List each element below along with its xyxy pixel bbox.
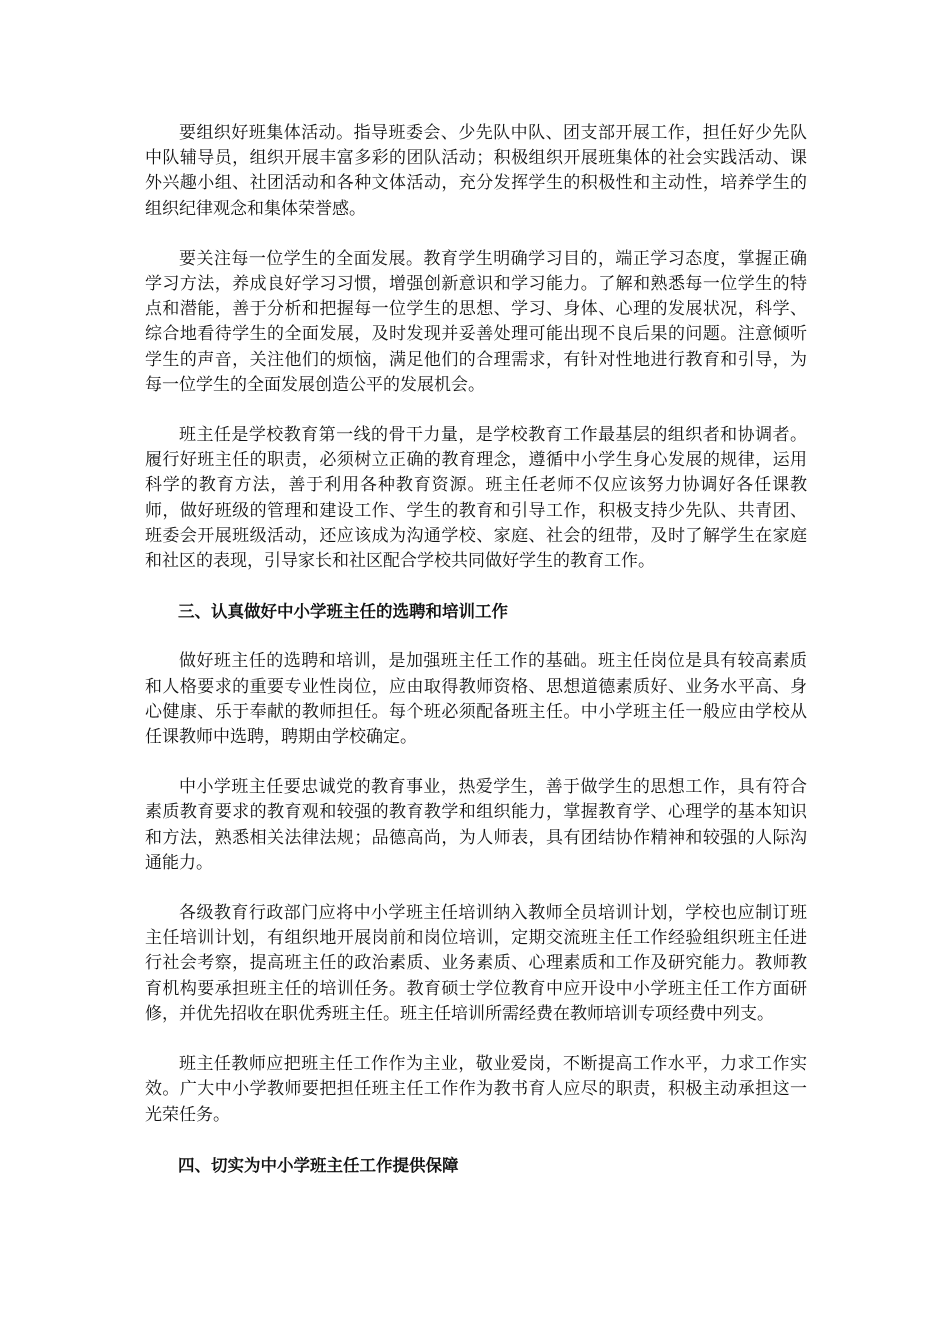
paragraph-student-development: 要关注每一位学生的全面发展。教育学生明确学习目的，端正学习态度，掌握正确学习方法，养成良好学习习惯，增强创新意识和学习能力。了解和熟悉每一位学生的特点和潜能，善于分析和把握每一位学生的思想、学习、身体、心理的发展状况，科学、综合地看待学生的全面发展，及时发现并妥善处理可能出现不良后果的问题。注意倾听学生的声音，关注他们的烦恼，满足他们的合理需求，有针对性地进行教育和引导，为每一位学生的全面发展创造公平的发展机会。 (145, 248, 807, 395)
paragraph-training-plan: 各级教育行政部门应将中小学班主任培训纳入教师全员培训计划，学校也应制订班主任培训计划，有组织地开展岗前和岗位培训，定期交流班主任工作经验组织班主任进行社会考察，提高班主任的政治素质、业务素质、心理素质和工作及研究能力。教师教育机构要承担班主任的培训任务。教育硕士学位教育中应开设中小学班主任工作方面研修，并优先招收在职优秀班主任。班主任培训所需经费在教师培训专项经费中列支。 (145, 903, 807, 1024)
paragraph-qualifications: 中小学班主任要忠诚党的教育事业，热爱学生，善于做学生的思想工作，具有符合素质教育要求的教育观和较强的教育教学和组织能力，掌握教育学、心理学的基本知识和方法，熟悉相关法律法规；品德高尚，为人师表，具有团结协作精神和较强的人际沟通能力。 (145, 777, 807, 873)
section-heading-4: 四、切实为中小学班主任工作提供保障 (178, 1155, 459, 1175)
paragraph-class-activities: 要组织好班集体活动。指导班委会、少先队中队、团支部开展工作，担任好少先队中队辅导员，组织开展丰富多彩的团队活动；积极组织开展班集体的社会实践活动、课外兴趣小组、社团活动和各种文体活动，充分发挥学生的积极性和主动性，培养学生的组织纪律观念和集体荣誉感。 (145, 123, 807, 219)
paragraph-head-teacher-role: 班主任是学校教育第一线的骨干力量，是学校教育工作最基层的组织者和协调者。履行好班主任的职责，必须树立正确的教育理念，遵循中小学生身心发展的规律，运用科学的教育方法，善于利用各种教育资源。班主任老师不仅应该努力协调好各任课教师，做好班级的管理和建设工作、学生的教育和引导工作，积极支持少先队、共青团、班委会开展班级活动，还应该成为沟通学校、家庭、社会的纽带，及时了解学生在家庭和社区的表现，引导家长和社区配合学校共同做好学生的教育工作。 (145, 425, 807, 572)
paragraph-main-duty: 班主任教师应把班主任工作作为主业，敬业爱岗，不断提高工作水平，力求工作实效。广大中小学教师要把担任班主任工作作为教书育人应尽的职责，积极主动承担这一光荣任务。 (145, 1054, 807, 1125)
paragraph-selection-training: 做好班主任的选聘和培训，是加强班主任工作的基础。班主任岗位是具有较高素质和人格要求的重要专业性岗位，应由取得教师资格、思想道德素质好、业务水平高、身心健康、乐于奉献的教师担任。每个班必须配备班主任。中小学班主任一般应由学校从任课教师中选聘，聘期由学校确定。 (145, 651, 807, 748)
document-page (145, 121, 807, 1203)
section-heading-3: 三、认真做好中小学班主任的选聘和培训工作 (178, 602, 508, 622)
